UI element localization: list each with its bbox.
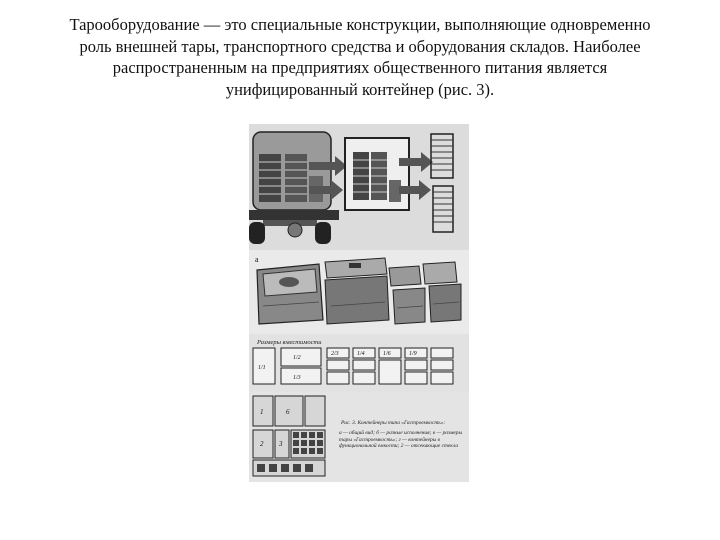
sizes-heading: Размеры вместимости — [257, 339, 322, 346]
grid-number: 1 — [260, 408, 264, 416]
size-label: 1/3 — [293, 375, 301, 381]
size-label: 1/2 — [293, 355, 301, 361]
figure-caption-title: Рис. 3. Контейнеры типа «Гастроемкость»: — [341, 420, 446, 426]
grid-number: 2 — [260, 440, 264, 448]
figure-caption-body: а — общий вид; б — разные исполнения; в — размеры тары «Гастроемкость»; г — контейнеры в функциональной емкости; 2 — отсекающие стекла — [339, 430, 463, 450]
gastronorm-trays-illustration — [249, 250, 469, 334]
size-label: 1/6 — [383, 351, 391, 357]
grid-number: 3 — [279, 440, 283, 448]
panel-a-label: а — [255, 255, 259, 264]
truck-scene-illustration — [249, 124, 469, 250]
figure-container-illustration — [249, 124, 469, 482]
paragraph-line: Тарооборудование — это специальные конструкции, выполняющие одновременно — [69, 15, 651, 34]
size-label: 1/9 — [409, 351, 417, 357]
size-label: 1/1 — [258, 365, 266, 371]
paragraph-line: распространенным на предприятиях общественного питания является — [112, 58, 608, 77]
size-grid-illustration — [249, 334, 469, 392]
size-label: 2/3 — [331, 351, 339, 357]
paragraph-line: унифицированный контейнер (рис. 3). — [225, 79, 495, 99]
layout-grid-illustration — [249, 392, 469, 482]
size-label: 1/4 — [357, 351, 365, 357]
paragraph-line: роль внешней тары, транспортного средства и оборудования складов. Наиболее — [79, 36, 641, 56]
grid-number: 6 — [286, 408, 290, 416]
paragraph-text — [20, 14, 700, 100]
